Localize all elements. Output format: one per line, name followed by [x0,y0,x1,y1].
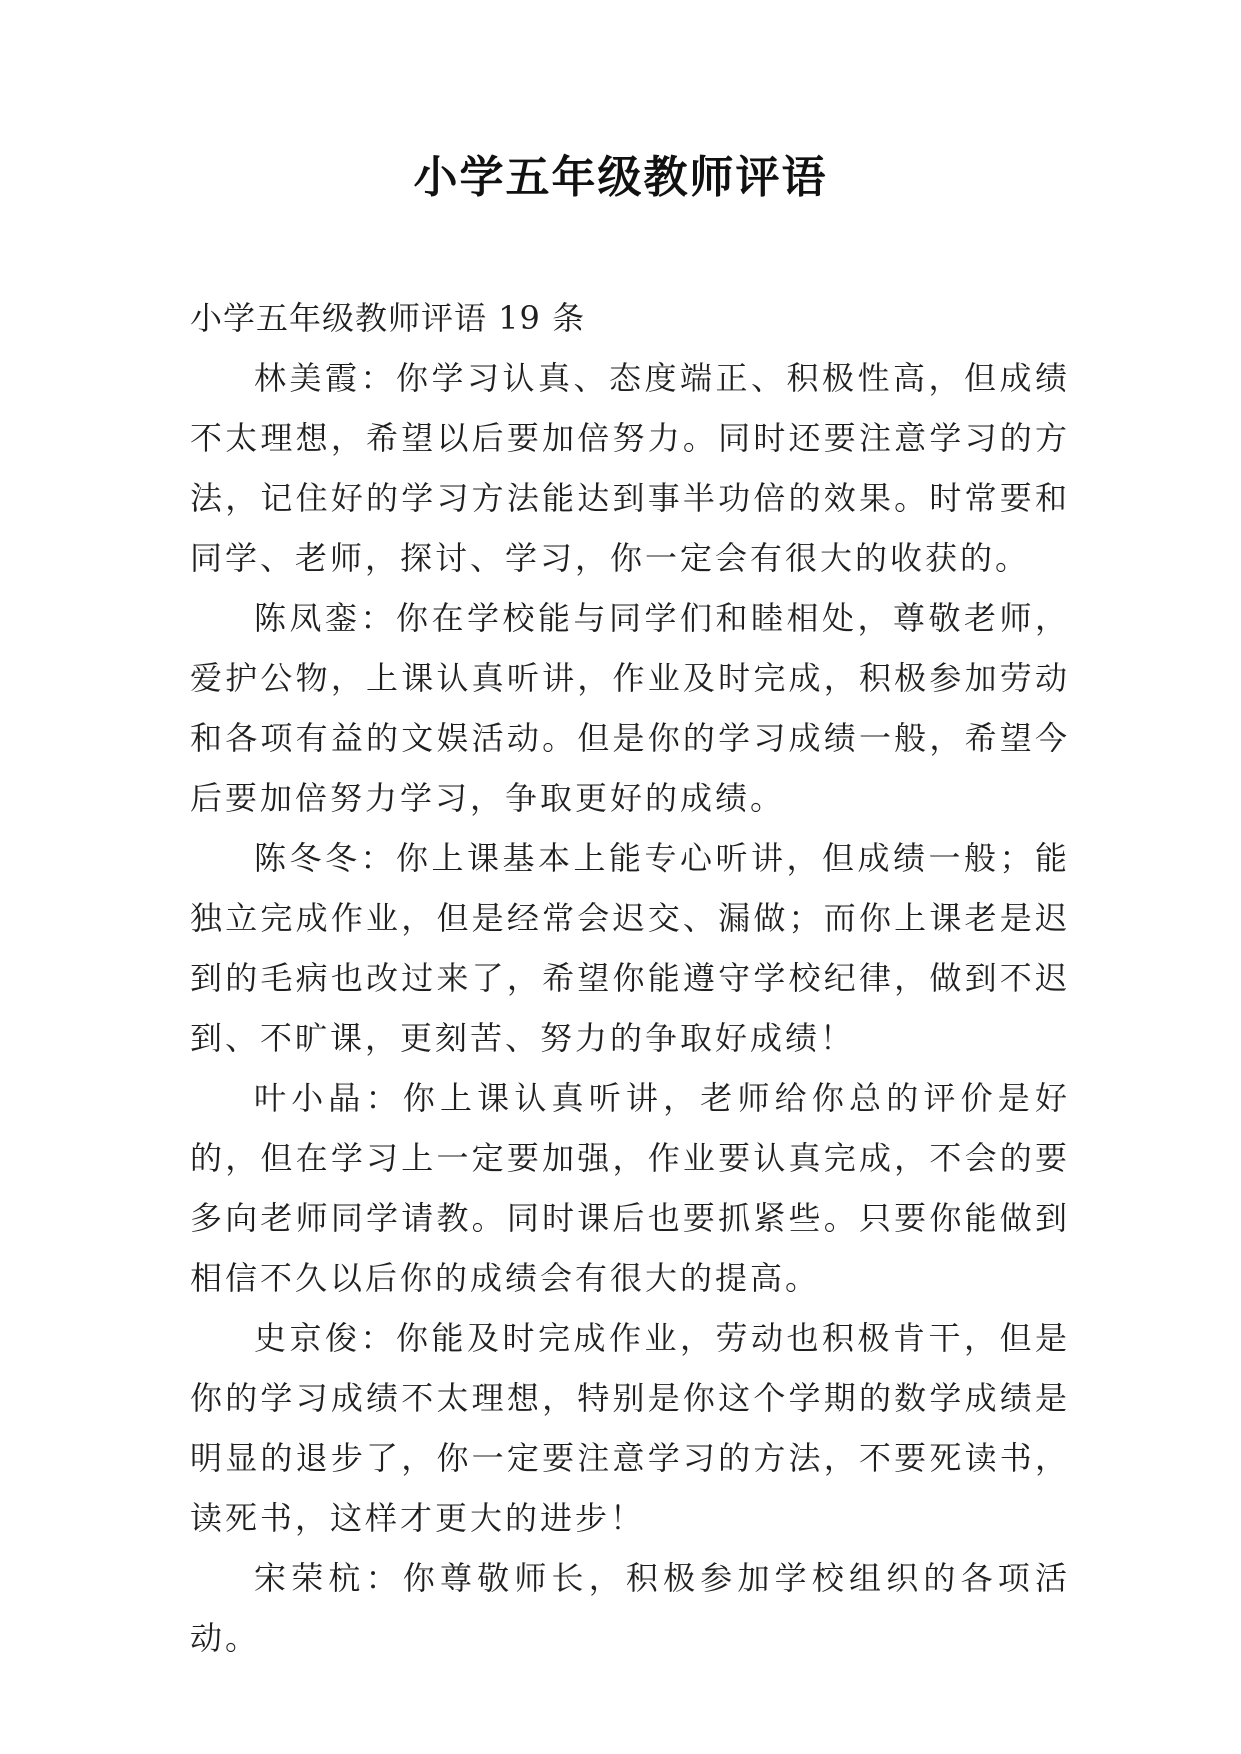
comment-paragraph: 叶小晶：你上课认真听讲，老师给你总的评价是好的，但在学习上一定要加强，作业要认真完成，不会的要多向老师同学请教。同时课后也要抓紧些。只要你能做到相信不久以后你的成绩会有很大的提高。 [190,1079,1070,1297]
document-subtitle: 小学五年级教师评语 19 条 [190,299,586,337]
comment-paragraph: 宋荣杭：你尊敬师长，积极参加学校组织的各项活动。 [190,1559,1070,1657]
comment-paragraph: 史京俊：你能及时完成作业，劳动也积极肯干，但是你的学习成绩不太理想，特别是你这个学期的数学成绩是明显的退步了，你一定要注意学习的方法，不要死读书，读死书，这样才更大的进步！ [190,1319,1070,1537]
comment-paragraph: 林美霞：你学习认真、态度端正、积极性高，但成绩不太理想，希望以后要加倍努力。同时还要注意学习的方法，记住好的学习方法能达到事半功倍的效果。时常要和同学、老师，探讨、学习，你一定会有很大的收获的。 [190,359,1070,577]
comment-paragraph: 陈冬冬：你上课基本上能专心听讲，但成绩一般；能独立完成作业，但是经常会迟交、漏做；而你上课老是迟到的毛病也改过来了，希望你能遵守学校纪律，做到不迟到、不旷课，更刻苦、努力的争取好成绩！ [190,839,1070,1057]
comment-paragraph: 陈凤銮：你在学校能与同学们和睦相处，尊敬老师，爱护公物，上课认真听讲，作业及时完成，积极参加劳动和各项有益的文娱活动。但是你的学习成绩一般，希望今后要加倍努力学习，争取更好的成绩。 [190,599,1070,817]
document-title: 小学五年级教师评语 [413,152,828,203]
document-body [190,288,1070,1668]
